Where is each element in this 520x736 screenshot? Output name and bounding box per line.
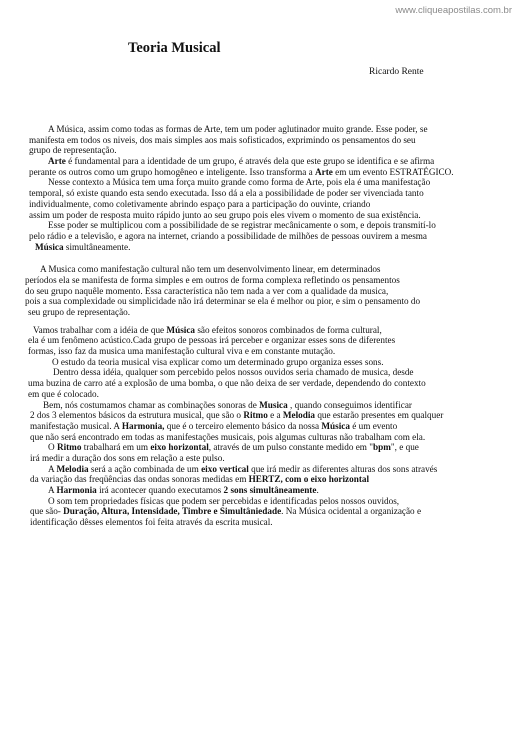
text-run: uma buzina de carro até a explosão de uma bomba, o que não deixa de ser verdade, dependendo do contexto [28, 378, 426, 389]
text-run: Vamos trabalhar com a idéia de que [33, 324, 167, 335]
text-run: Esse poder se multiplicou com a possibilidade de se registrar mecânicamente o som, e depois transmití-lo [48, 220, 436, 231]
text-line [48, 156, 520, 167]
text-run: são efeitos sonoros combinados de forma cultural, [195, 324, 382, 335]
text-run: A [48, 463, 57, 474]
text-line [35, 242, 520, 253]
text-run: individualmente, como coletivamente abrindo espaço para a participação do ouvinte, criando [29, 198, 371, 209]
text-line [29, 135, 520, 146]
text-line [29, 199, 520, 210]
bold-text: HERTZ, com o eixo horizontal [248, 474, 370, 485]
text-run: trabalhará em um [81, 442, 151, 453]
text-run: pelo rádio e a televisão, e agora na internet, criando a possibilidade de milhões de pessoas ouvirem a mesma [29, 230, 427, 241]
text-line [29, 145, 520, 156]
text-run: O som tem propriedades físicas que podem ser percebidas e identificadas pelos nossos ouvidos, [48, 495, 400, 506]
bold-text: Harmonia [56, 485, 97, 495]
text-line [30, 432, 520, 443]
text-line [29, 210, 520, 221]
text-run: . Na Música ocidental a organização e [281, 506, 422, 517]
bold-text: bpm [373, 442, 391, 453]
paragraph-spacer [0, 318, 520, 325]
text-run: manifestação musical. A [30, 420, 122, 431]
text-run: , através de um pulso constante medido em " [208, 442, 373, 453]
text-run: é um evento [349, 420, 398, 431]
text-run: Nesse contexto a Música tem uma força muito grande como forma de Arte, pois ela é uma manifestação [48, 177, 431, 188]
text-line [48, 177, 520, 188]
text-run: A Música, assim como todas as formas de Arte, tem um poder aglutinador muito grande. Esse poder, se [48, 124, 428, 134]
text-run: manifesta em todos os niveis, dos mais simples aos mais sofisticados, exprimindo os pensamentos do seu [29, 134, 416, 145]
text-line [29, 167, 520, 178]
bold-text: Harmonia, [121, 420, 165, 431]
article-body [0, 124, 520, 528]
text-line [40, 264, 520, 275]
text-line [48, 464, 520, 475]
text-run: irá acontecer quando executamos [96, 485, 224, 495]
bold-text: Música [321, 420, 350, 431]
text-line [28, 378, 520, 389]
text-line [30, 410, 520, 421]
text-run: ela é um fenômeno acústico.Cada grupo de pessoas irá perceber e organizar esses sons de diferentes [28, 335, 396, 346]
paragraph [0, 124, 520, 252]
text-line [53, 367, 520, 378]
text-run: que é o terceiro elemento básico da nossa [164, 420, 322, 431]
text-run: que estarão presentes em qualquer [315, 410, 444, 421]
bold-text: eixo horizontal [150, 442, 209, 453]
bold-text: Musica [259, 399, 288, 410]
text-run: da variação das freqüências das ondas sonoras medidas em [30, 474, 249, 485]
text-line [52, 357, 520, 368]
site-watermark: www.cliqueapostilas.com.br [395, 5, 512, 16]
text-run: e a [267, 410, 283, 421]
text-run: do seu grupo naquêle momento. Essa característica não tem nada a ver com a qualidade da musica, [25, 285, 389, 296]
text-line [25, 296, 520, 307]
text-run: O [48, 442, 57, 453]
text-line [33, 325, 520, 336]
text-line [28, 389, 520, 400]
bold-text: Ritmo [243, 410, 268, 421]
bold-text: eixo vertical [201, 463, 249, 474]
bold-text: Arte [315, 166, 333, 177]
text-run: perante os outros como um grupo homogêneo e inteligente. Isso transforma a [29, 166, 316, 177]
text-run: , quando conseguimos identificar [287, 399, 412, 410]
bold-text: Melodia [56, 463, 89, 474]
bold-text: Duração, Altura, Intensidade, Timbre e Simultâniedade [63, 506, 282, 517]
bold-text: Música [35, 241, 64, 252]
text-line [30, 517, 520, 528]
bold-text: Ritmo [56, 442, 82, 453]
text-run: ", e que [390, 442, 419, 453]
paragraph [0, 264, 520, 317]
author-name: Ricardo Rente [369, 67, 424, 77]
bold-text: Música [166, 324, 196, 335]
paragraph [0, 325, 520, 528]
text-run: que irá medir as diferentes alturas dos sons através [248, 463, 438, 474]
text-line [48, 442, 520, 453]
text-run: que são- [30, 506, 64, 517]
text-line [25, 275, 520, 286]
text-run: Bem, nós costumamos chamar as combinações sonoras de [43, 399, 260, 410]
text-run: . [316, 485, 319, 495]
text-run: assim um poder de resposta muito rápido junto ao seu grupo pois eles vivem o momento de sua existência. [29, 209, 421, 220]
paragraph-spacer [0, 252, 520, 264]
bold-text: Melodia [282, 410, 316, 421]
text-line [25, 286, 520, 297]
text-line [30, 453, 520, 464]
text-line [28, 335, 520, 346]
text-run: será a ação combinada de um [88, 463, 202, 474]
text-run: A [48, 485, 57, 495]
text-run: grupo de representação. [29, 145, 117, 156]
text-run: que não será encontrado em todas as manifestações musicais, pois algumas culturas não trabalham com ela. [30, 431, 426, 442]
text-run: pois a sua complexidade ou simplicidade não irá determinar se ela é melhor ou pior, e sim o pensamento do [25, 296, 421, 307]
text-line [29, 231, 520, 242]
text-run: períodos ela se manifesta de forma simples e em outros de forma complexa refletindo os pensamentos [25, 274, 400, 285]
page-title: Teoria Musical [128, 40, 221, 56]
text-line [48, 485, 520, 496]
text-line [48, 124, 520, 135]
text-run: A Musica como manifestação cultural não tem um desenvolvimento linear, em determinados [40, 264, 381, 275]
text-run: 2 dos 3 elementos básicos da estrutura musical, que são o [30, 410, 244, 421]
text-run: em que é colocado. [28, 388, 99, 399]
text-line [48, 496, 520, 507]
text-line [30, 506, 520, 517]
text-run: é fundamental para a identidade de um grupo, é através dela que este grupo se identifica e se afirma [65, 156, 435, 167]
text-run: em um evento ESTRATÉGICO. [332, 166, 454, 177]
bold-text: Arte [48, 156, 66, 167]
text-run: O estudo da teoria musical visa explicar como um determinado grupo organiza esses sons. [52, 356, 384, 367]
text-line [43, 400, 520, 411]
text-run: formas, isso faz da musica uma manifestação cultural viva e em constante mutação. [28, 346, 336, 357]
text-run: Dentro dessa idéia, qualquer som percebido pelos nossos ouvidos seria chamado de musica, desde [53, 367, 414, 378]
text-line [28, 307, 520, 318]
text-run: irá medir a duração dos sons em relação a este pulso. [30, 452, 225, 463]
bold-text: 2 sons simultâneamente [223, 485, 317, 495]
text-line [30, 474, 520, 485]
text-line [48, 220, 520, 231]
text-line [29, 188, 520, 199]
text-line [30, 421, 520, 432]
text-run: seu grupo de representação. [28, 307, 131, 317]
text-run: temporal, só existe quando esta sendo executada. Isso dá a ela a possibilidade de poder ser vivenciada tanto [29, 188, 424, 199]
text-run: simultâneamente. [63, 241, 131, 252]
text-run: identificação dêsses elementos foi feita através da escrita musical. [30, 517, 273, 528]
text-line [28, 346, 520, 357]
